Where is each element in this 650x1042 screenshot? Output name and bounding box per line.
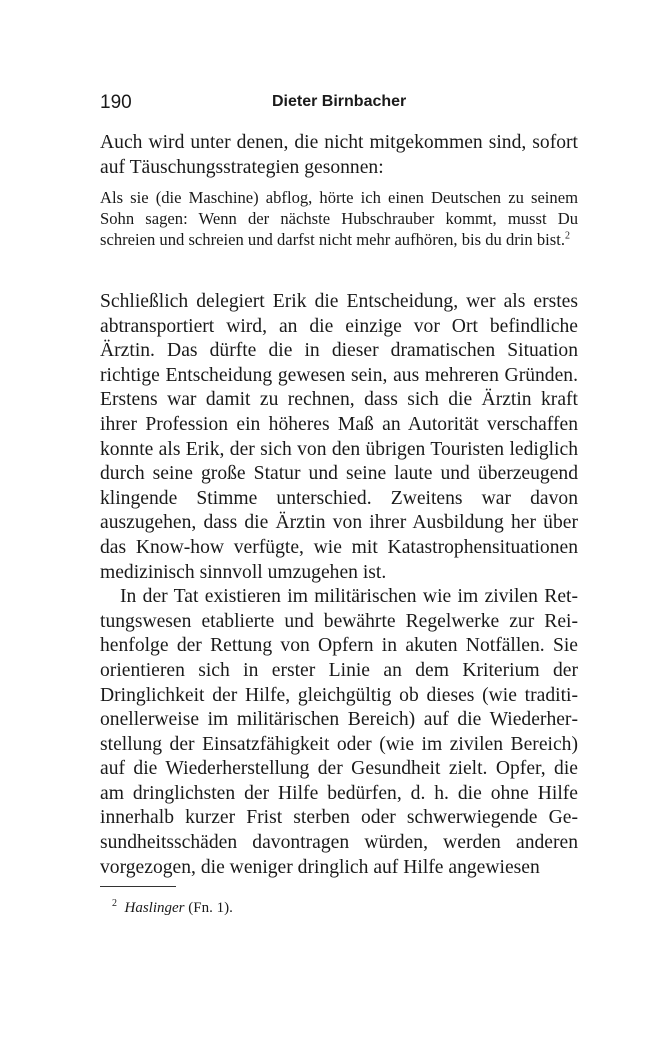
intro-paragraph: Auch wird unter denen, die nicht mitgekommen sind, sofort auf Täuschungsstrategien gesonnen:	[100, 132, 578, 178]
body-paragraph-2: In der Tat existieren im militärischen wie im zivilen Rettungswesen etablierte und bewährte Regelwerke zur Reihenfolge der Rettung von Opfern in akuten Notfällen. Sie orientieren sich in erster Linie an dem Kriterium der Dringlichkeit der Hilfe, gleichgültig ob dieses (wie traditionellerweise im militärischen Bereich) auf die Wiederherstellung der Einsatzfähigkeit oder (wie im zivilen Bereich) auf die Wiederherstellung der Gesundheit zielt. Opfer, die am dringlichsten der Hilfe bedürfen, d. h. die ohne Hilfe innerhalb kurzer Frist sterben oder schwerwiegende Gesundheitsschäden davontragen würden, werden anderen vorgezogen, die weniger dringlich auf Hilfe angewiesen	[100, 586, 578, 878]
body-paragraph-1: Schließlich delegiert Erik die Entscheidung, wer als erstes abtransportiert wird, an die einzige vor Ort befindliche Ärztin. Das dürfte die in dieser dramatischen Situation richtige Entscheidung gewesen sein, aus mehreren Gründen. Erstens war damit zu rechnen, dass sich die Ärztin kraft ihrer Profession ein höheres Maß an Autorität verschaffen konnte als Erik, der sich von den übrigen Touristen lediglich durch seine große Statur und seine laute und überzeugend klingende Stimme unterschied. Zweitens war davon auszugehen, dass die Ärztin von ihrer Ausbildung her über das Know-how verfügte, wie mit Katastrophensituationen medizinisch sinnvoll umzugehen ist.	[100, 291, 578, 583]
footnote-reference[interactable]: 2	[564, 230, 570, 242]
intro-paragraph-block	[100, 131, 578, 180]
footnote-marker: 2	[112, 898, 117, 909]
footnote-author: Haslinger	[124, 900, 185, 916]
footnote	[112, 898, 233, 918]
footnote-reference-text: (Fn. 1).	[188, 900, 233, 916]
body-text	[100, 290, 578, 880]
footnote-separator	[100, 886, 176, 887]
block-quote	[100, 188, 578, 250]
running-head: Dieter Birnbacher	[272, 93, 407, 110]
quote-text: Als sie (die Maschine) abflog, hörte ich einen Deutschen zu seinem Sohn sagen: Wenn der nächste Hubschrauber kommt, musst Du schreien und schreien und darfst nicht mehr aufhören, bis du drin bist.	[100, 188, 578, 249]
page-number: 190	[100, 92, 132, 113]
page-header	[100, 90, 578, 116]
